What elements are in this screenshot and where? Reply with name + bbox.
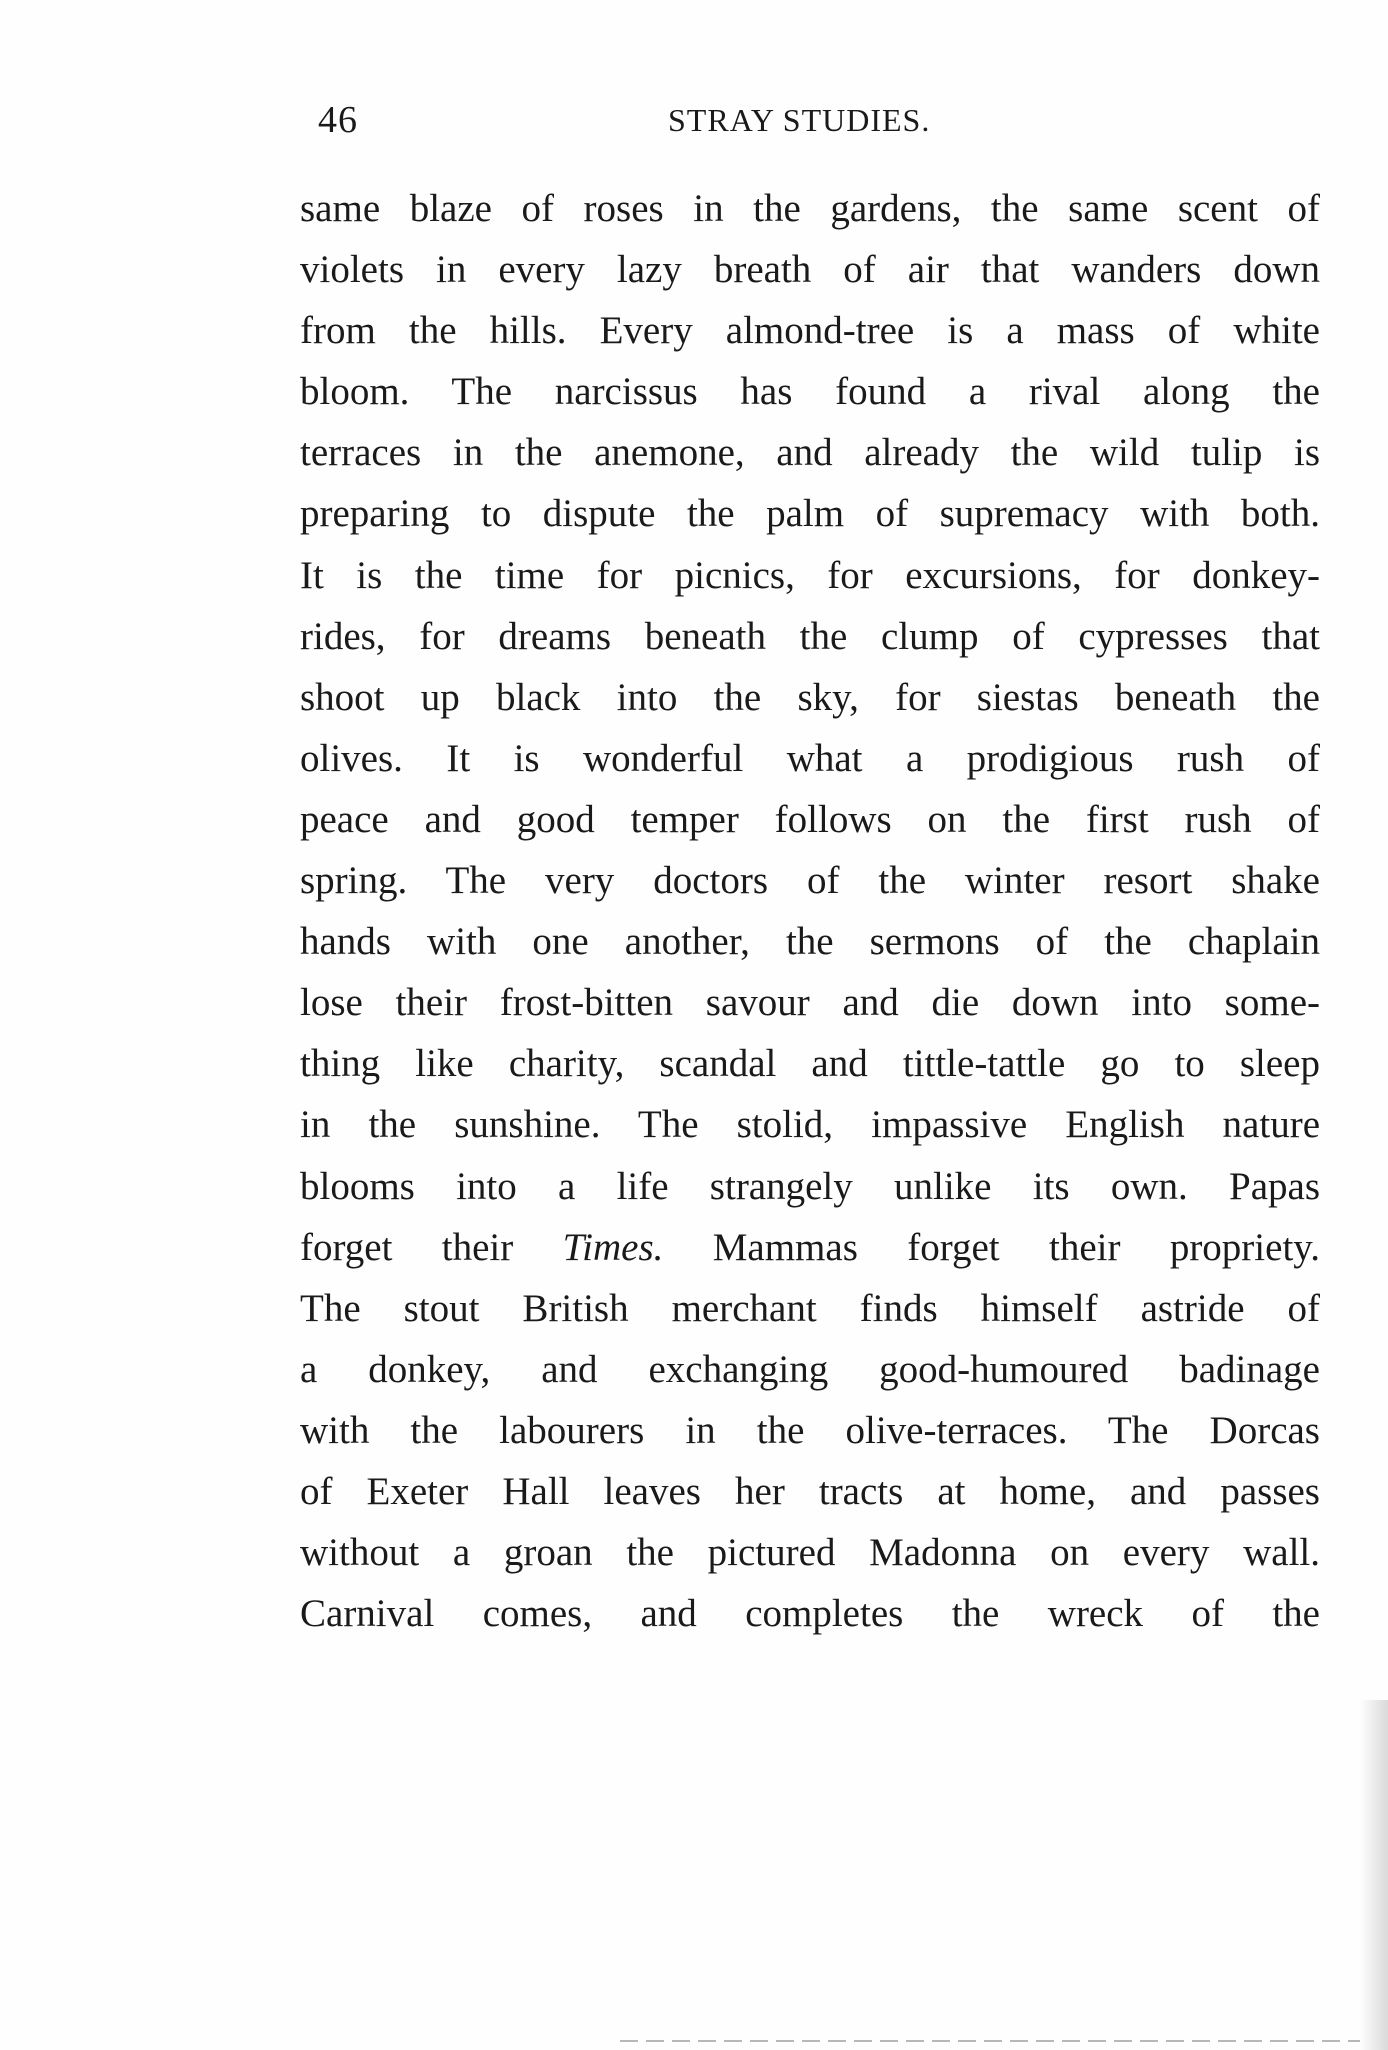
text-line: a donkey, and exchanging good-humoured badinage	[300, 1347, 1320, 1391]
text-line: terraces in the anemone, and already the wild tulip is	[300, 431, 1320, 475]
text-line: hands with one another, the sermons of the chaplain	[300, 920, 1320, 964]
text-line: Carnival comes, and completes the wreck of the	[300, 1592, 1320, 1636]
text-line: with the labourers in the olive-terraces. The Dorcas	[300, 1408, 1320, 1452]
page-number: 46	[318, 99, 358, 141]
text-line: It is the time for picnics, for excursions, for donkey-	[300, 553, 1320, 597]
italic-title-times: Times.	[562, 1225, 664, 1269]
text-line: of Exeter Hall leaves her tracts at home, and passes	[300, 1469, 1320, 1513]
running-title: STRAY STUDIES.	[668, 102, 931, 138]
text-line-with-italic	[300, 1217, 1320, 1278]
text-segment: Mammas forget their propriety.	[663, 1225, 1320, 1269]
text-line: bloom. The narcissus has found a rival along the	[300, 370, 1320, 414]
text-line: same blaze of roses in the gardens, the same scent of	[300, 187, 1320, 230]
text-line: peace and good temper follows on the first rush of	[300, 797, 1320, 841]
text-line: from the hills. Every almond-tree is a mass of white	[300, 309, 1320, 353]
text-line: without a groan the pictured Madonna on every wall.	[300, 1531, 1320, 1575]
text-line: olives. It is wonderful what a prodigious rush of	[300, 736, 1320, 780]
body-text	[300, 178, 1320, 1644]
page-bottom-edge	[620, 2040, 1360, 2042]
text-line: preparing to dispute the palm of supremacy with both.	[300, 492, 1320, 536]
text-line: violets in every lazy breath of air that wanders down	[300, 248, 1320, 292]
text-line: shoot up black into the sky, for siestas beneath the	[300, 675, 1320, 719]
text-line: lose their frost-bitten savour and die down into some-	[300, 981, 1320, 1025]
text-line: thing like charity, scandal and tittle-tattle go to sleep	[300, 1042, 1320, 1086]
text-line: in the sunshine. The stolid, impassive English nature	[300, 1103, 1320, 1147]
text-line: spring. The very doctors of the winter resort shake	[300, 859, 1320, 903]
running-head	[318, 98, 1318, 148]
text-line: blooms into a life strangely unlike its own. Papas	[300, 1164, 1320, 1208]
text-line: The stout British merchant finds himself astride of	[300, 1286, 1320, 1330]
page-edge-shadow	[1360, 1700, 1388, 2050]
text-line: rides, for dreams beneath the clump of cypresses that	[300, 614, 1320, 658]
text-segment: forget their	[300, 1225, 563, 1269]
